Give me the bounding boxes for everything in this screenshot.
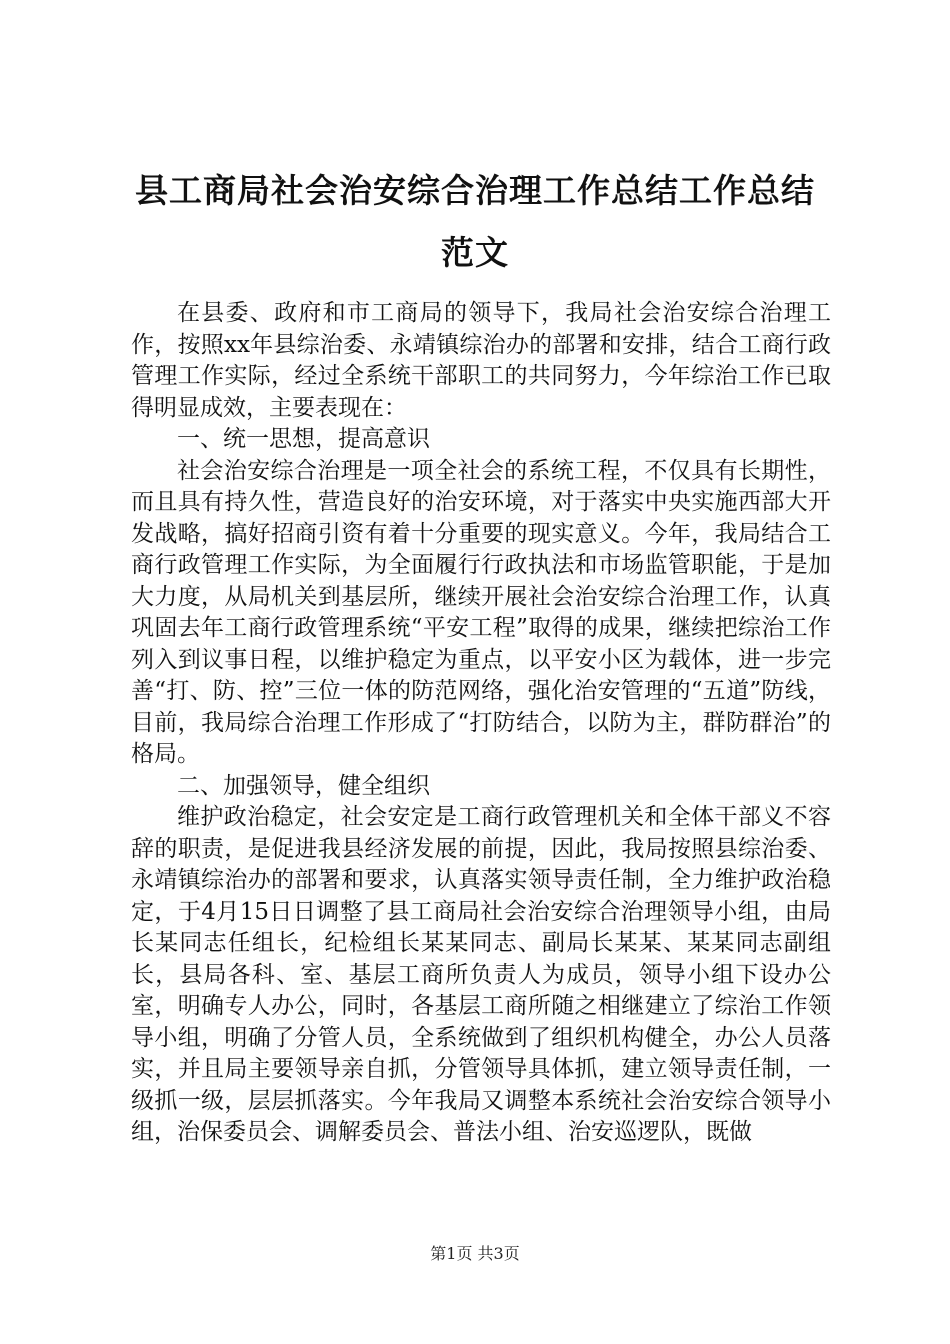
section-1-paragraph: 社会治安综合治理是一项全社会的系统工程，不仅具有长期性，而且具有持久性，营造良好的治安环境，对于落实中央实施西部大开发战略，搞好招商引资有着十分重要的现实意义。今年，我局结合工商行政管理工作实际，为全面履行行政执法和市场监管职能，于是加大力度，从局机关到基层所，继续开展社会治安综合治理工作，认真巩固去年工商行政管理系统“平安工程”取得的成果，继续把综治工作列入到议事日程，以维护稳定为重点，以平安小区为载体，进一步完善“打、防、控”三位一体的防范网络，强化治安管理的“五道”防线，目前，我局综合治理工作形成了“打防结合，以防为主，群防群治”的格局。 bbox=[131, 457, 831, 767]
page-footer: 第1页 共3页 bbox=[430, 1244, 520, 1263]
section-heading-2: 二、加强领导，健全组织 bbox=[177, 772, 430, 799]
title-line-1: 县工商局社会治安综合治理工作总结工作总结 bbox=[135, 171, 815, 210]
document-body bbox=[131, 298, 831, 1149]
intro-paragraph: 在县委、政府和市工商局的领导下，我局社会治安综合治理工作，按照xx年县综治委、永靖镇综治办的部署和安排，结合工商行政管理工作实际，经过全系统干部职工的共同努力，今年综治工作已取得明显成效，主要表现在： bbox=[131, 300, 831, 421]
title-line-2: 范文 bbox=[441, 233, 509, 272]
section-heading-1: 一、统一思想，提高意识 bbox=[177, 426, 430, 452]
section-2-paragraph: 维护政治稳定，社会安定是工商行政管理机关和全体干部义不容辞的职责，是促进我县经济发展的前提，因此，我局按照县综治委、永靖镇综治办的部署和要求，认真落实领导责任制，全力维护政治稳定，于4月15日日调整了县工商局社会治安综合治理领导小组，由局长某同志任组长，纪检组长某某同志、副局长某某、某某同志副组长，县局各科、室、基层工商所负责人为成员，领导小组下设办公室，明确专人办公，同时，各基层工商所随之相继建立了综治工作领导小组，明确了分管人员，全系统做到了组织机构健全，办公人员落实，并且局主要领导亲自抓，分管领导具体抓，建立领导责任制，一级抓一级，层层抓落实。今年我局又调整本系统社会治安综合领导小组，治保委员会、调解委员会、普法小组、治安巡逻队，既做 bbox=[131, 804, 831, 1145]
page-title bbox=[60, 160, 890, 284]
